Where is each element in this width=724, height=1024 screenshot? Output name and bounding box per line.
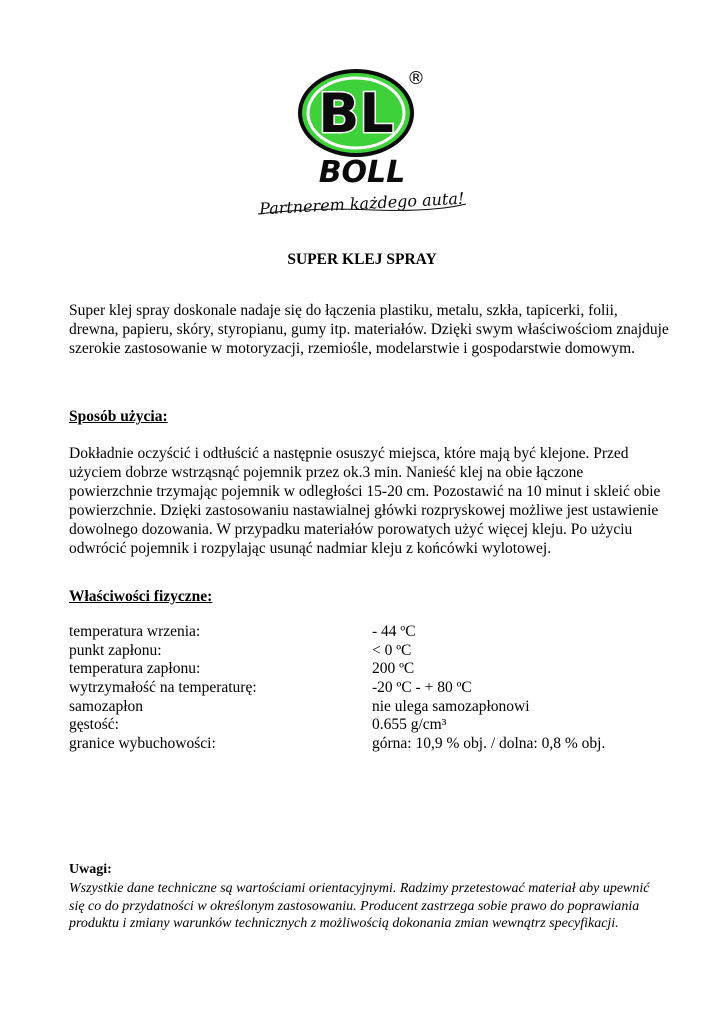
slogan-signature: Partnerem każdego auta!: [258, 188, 465, 219]
property-label: temperatura wrzenia:: [69, 623, 201, 640]
property-row: [69, 716, 669, 735]
property-value: < 0 ºC: [372, 641, 412, 659]
notes-heading: Uwagi:: [69, 862, 112, 877]
usage-paragraph: Dokładnie oczyścić i odtłuścić a następnie osuszyć miejsca, które mają być klejone. Przed użyciem dobrze wstrząsnąć pojemnik przez ok.3 min. Nanieść klej na obie łączone powierzchnie trzymając pojemnik w odległości 15-20 cm. Pozostawić na 10 minut i skleić obie powierzchnie. Dzięki zastosowaniu nastawialnej główki rozpryskowej możliwe jest ustawienie dowolnego dozowania. W przypadku materiałów porowatych użyć więcej kleju. Po użyciu odwrócić pojemnik i rozpylając usunąć nadmiar kleju z końcówki wylotowej.: [69, 445, 661, 557]
property-value: górna: 10,9 % obj. / dolna: 0,8 % obj.: [372, 735, 606, 753]
property-row: [69, 642, 669, 661]
registered-mark: ®: [407, 68, 425, 89]
property-label: wytrzymałość na temperaturę:: [69, 679, 257, 697]
property-label: punkt zapłonu:: [69, 641, 162, 659]
brand-wordmark: BOLL: [318, 155, 406, 190]
property-row: [69, 660, 669, 679]
property-row: [69, 679, 669, 698]
boll-logo: [244, 66, 480, 224]
property-label: gęstość:: [69, 716, 119, 734]
intro-paragraph: Super klej spray doskonale nadaje się do łączenia plastiku, metalu, szkła, tapicerki, folii, drewna, papieru, skóry, styropianu, gumy itp. materiałów. Dzięki swym właściwościom znajduje szerokie zastosowanie w motoryzacji, rzemiośle, modelarstwie i gospodarstwie domowym.: [69, 302, 669, 357]
notes-paragraph: Wszystkie dane techniczne są wartościami orientacyjnymi. Radzimy przetestować materiał aby upewnić się co do przydatności w określonym zastosowaniu. Producent zastrzega sobie prawo do poprawiania produktu i zmiany warunków technicznych z możliwością dokonania zmian wewnątrz specyfikacji.: [69, 881, 650, 931]
page-title: SUPER KLEJ SPRAY: [287, 251, 437, 268]
property-label: samozapłon: [69, 697, 144, 715]
property-value: - 44 ºC: [372, 623, 416, 640]
property-row: [69, 698, 669, 717]
properties-table: [69, 623, 669, 754]
property-value: 0.655 g/cm³: [372, 716, 447, 734]
properties-heading: Właściwości fizyczne:: [69, 588, 213, 605]
property-label: granice wybuchowości:: [69, 735, 216, 753]
property-value: 200 ºC: [372, 660, 415, 678]
property-row: [69, 735, 669, 754]
usage-heading: Sposób użycia:: [69, 408, 168, 425]
property-value: nie ulega samozapłonowi: [372, 697, 530, 715]
property-label: temperatura zapłonu:: [69, 660, 201, 678]
property-row: [69, 623, 669, 642]
logo-letters: BL: [318, 82, 394, 145]
property-value: -20 ºC - + 80 ºC: [372, 679, 472, 697]
